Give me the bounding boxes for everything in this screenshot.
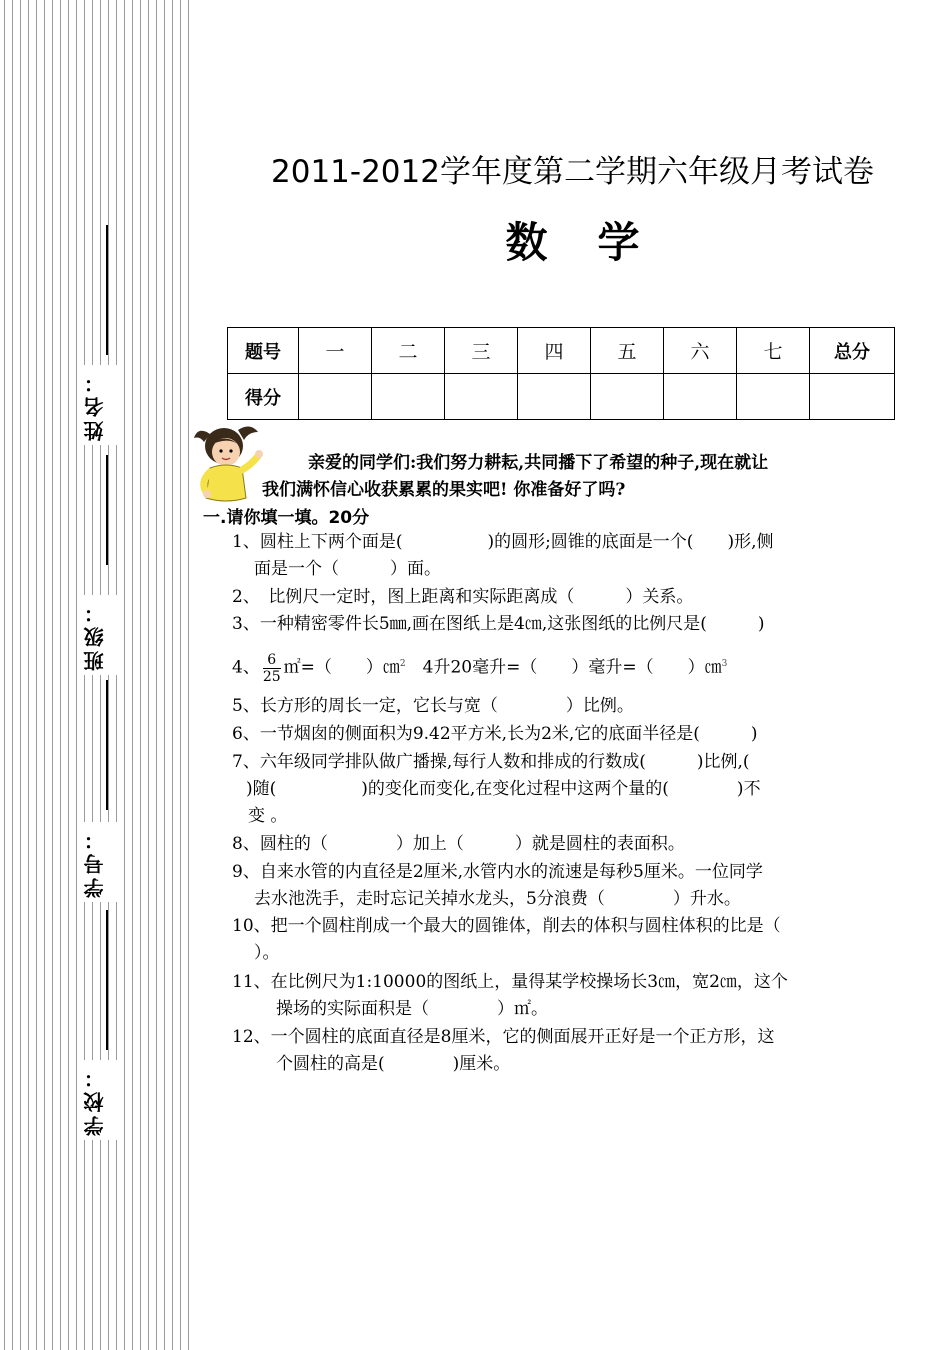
question-text: 2、 比例尺一定时，图上距离和实际距离成（ ）关系。 (232, 587, 694, 607)
score-header-cell: 一 (299, 328, 372, 374)
question-6 (232, 721, 902, 748)
subject-title: 数学 (505, 218, 690, 267)
fraction (263, 652, 281, 685)
question-9 (232, 859, 902, 913)
name-label: 姓名： (80, 365, 124, 445)
question-text: 1、圆柱上下两个面是( )的圆形;圆锥的底面是一个( )形,侧 (232, 532, 774, 552)
question-text: 变 。 (248, 806, 288, 826)
binding-margin-lines (0, 0, 195, 1350)
question-text: 11、在比例尺为1:10000的图纸上，量得某学校操场长3㎝，宽2㎝，这个 (232, 972, 788, 992)
question-text: 个圆柱的高是( )厘米。 (276, 1054, 511, 1074)
score-cell (810, 374, 895, 420)
superscript: 3 (721, 659, 728, 669)
superscript: 2 (399, 659, 406, 669)
score-cell (372, 374, 445, 420)
class-label: 班级： (80, 595, 124, 675)
question-text: 去水池洗手，走时忘记关掉水龙头，5分浪费（ ）升水。 (254, 889, 741, 909)
girl-mascot-icon (188, 420, 268, 506)
question-text: 9、自来水管的内直径是2厘米,水管内水的流速是每秒5厘米。一位同学 (232, 862, 763, 882)
section-heading: 一.请你填一填。20分 (203, 508, 370, 528)
score-header-cell: 七 (737, 328, 810, 374)
fraction-numerator: 6 (263, 652, 281, 669)
question-3 (232, 611, 902, 638)
greeting-text (262, 450, 902, 504)
question-text: 面是一个（ ）面。 (254, 559, 441, 579)
score-cell (591, 374, 664, 420)
school-label: 学校： (80, 1060, 124, 1140)
class-line-top (106, 455, 108, 565)
score-table (227, 327, 895, 420)
score-cell (299, 374, 372, 420)
score-header-cell: 三 (445, 328, 518, 374)
score-header-cell: 五 (591, 328, 664, 374)
question-text: 8、圆柱的（ ）加上（ ）就是圆柱的表面积。 (232, 834, 685, 854)
question-8 (232, 831, 902, 858)
question-2 (232, 584, 902, 611)
question-text: 5、长方形的周长一定，它长与宽（ ）比例。 (232, 696, 634, 716)
score-row-label: 得分 (228, 374, 299, 420)
question-text: 操场的实际面积是（ ）㎡。 (276, 999, 548, 1019)
score-header-cell: 四 (518, 328, 591, 374)
question-1 (232, 529, 902, 583)
score-table-header-row (228, 328, 895, 374)
question-4 (232, 640, 902, 692)
class-line-bottom (106, 680, 108, 810)
score-header-cell: 题号 (228, 328, 299, 374)
question-text: 6、一节烟囱的侧面积为9.42平方米,长为2米,它的底面半径是( ) (232, 724, 758, 744)
score-cell (737, 374, 810, 420)
question-7 (232, 749, 902, 830)
number-label: 学号： (80, 822, 124, 902)
question-text: 4升20毫升=（ ）毫升=（ ）㎝ (405, 657, 722, 678)
question-text: 7、六年级同学排队做广播操,每行人数和排成的行数成( )比例,( (232, 752, 750, 772)
question-text: 3、一种精密零件长5㎜,画在图纸上是4㎝,这张图纸的比例尺是( ) (232, 614, 765, 634)
question-text: 10、把一个圆柱削成一个最大的圆锥体，削去的体积与圆柱体积的比是（ (232, 916, 781, 936)
score-header-cell: 六 (664, 328, 737, 374)
question-11 (232, 969, 902, 1023)
name-line (106, 225, 108, 355)
score-header-cell: 总分 (810, 328, 895, 374)
exam-title: 2011-2012学年度第二学期六年级月考试卷 (271, 154, 874, 190)
question-10 (232, 913, 902, 967)
question-text: ㎡=（ ）㎝ (283, 657, 400, 678)
question-text: 12、一个圆柱的底面直径是8厘米，它的侧面展开正好是一个正方形，这 (232, 1027, 775, 1047)
score-table-score-row (228, 374, 895, 420)
question-12 (232, 1024, 902, 1078)
score-cell (518, 374, 591, 420)
score-cell (445, 374, 518, 420)
question-5 (232, 693, 902, 720)
number-line (106, 910, 108, 1050)
score-cell (664, 374, 737, 420)
score-header-cell: 二 (372, 328, 445, 374)
question-text: )随( )的变化而变化,在变化过程中这两个量的( )不 (246, 779, 761, 799)
greeting-line-2: 我们满怀信心收获累累的果实吧! 你准备好了吗? (262, 480, 626, 500)
question-number: 4、 (232, 657, 260, 678)
question-text: ）。 (254, 943, 280, 963)
fraction-denominator: 25 (262, 668, 281, 685)
greeting-line-1: 亲爱的同学们:我们努力耕耘,共同播下了希望的种子,现在就让 (308, 453, 769, 473)
